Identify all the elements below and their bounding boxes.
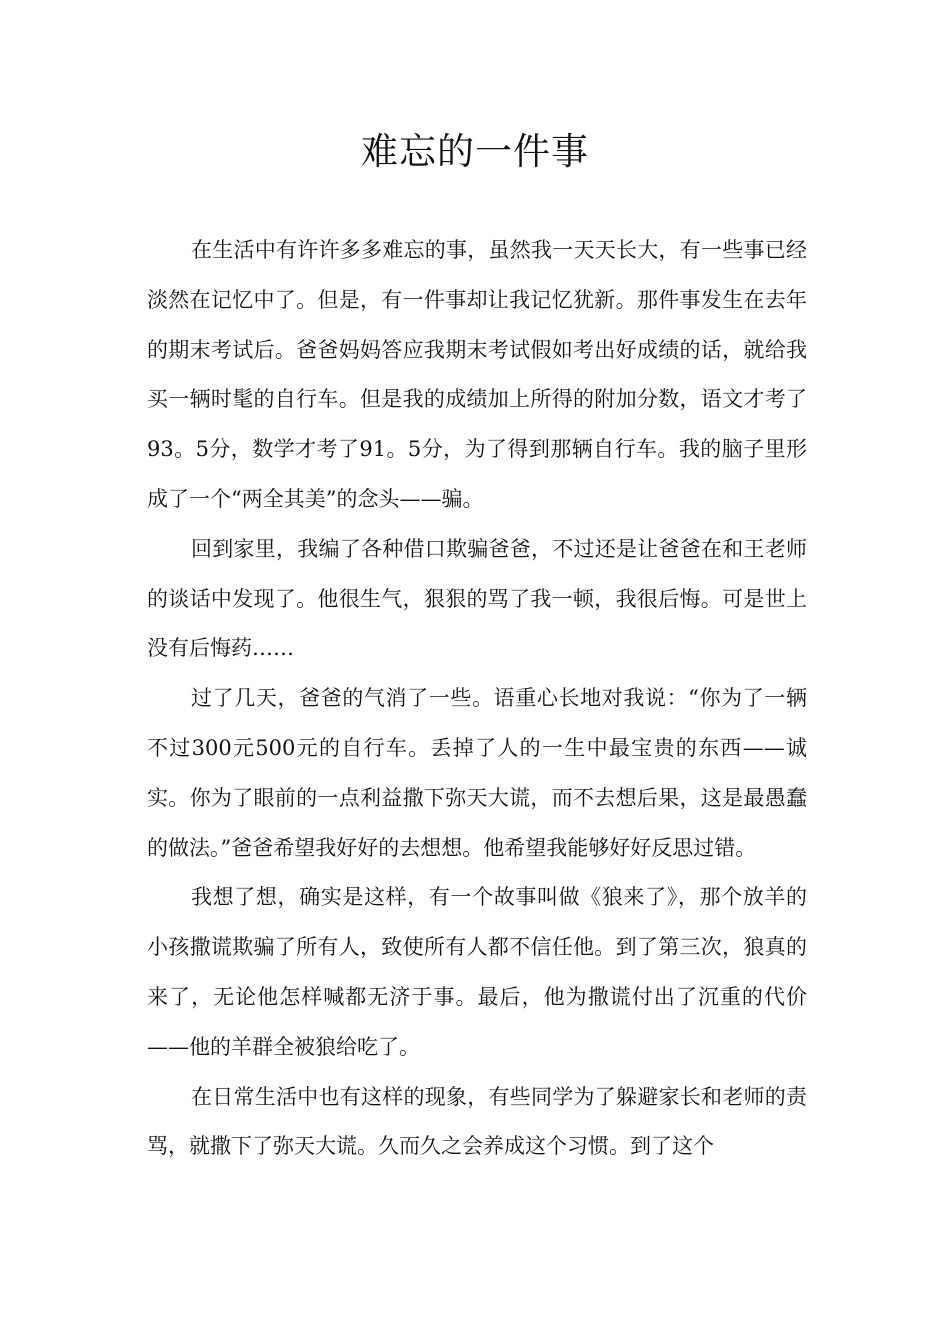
document-title: 难忘的一件事: [361, 130, 589, 173]
paragraph-3: 过了几天，爸爸的气消了一些。语重心长地对我说：“你为了一辆不过300元500元的自行车。丢掉了人的一生中最宝贵的东西——诚实。你为了眼前的一点利益撒下弥天大谎，而不去想后果，这是最愚蠢的做法。”爸爸希望我好好的去想想。他希望我能够好好反思过错。: [147, 686, 807, 860]
paragraph-5: 在日常生活中也有这样的现象，有些同学为了躲避家长和老师的责骂，就撒下了弥天大谎。久而久之会养成这个习惯。到了这个: [147, 1084, 807, 1159]
document-body: [147, 226, 807, 1172]
paragraph-2: 回到家里，我编了各种借口欺骗爸爸，不过还是让爸爸在和王老师的谈话中发现了。他很生气，狠狠的骂了我一顿，我很后悔。可是世上没有后悔药……: [147, 536, 807, 661]
paragraph-1: 在生活中有许许多多难忘的事，虽然我一天天长大，有一些事已经淡然在记忆中了。但是，有一件事却让我记忆犹新。那件事发生在去年的期末考试后。爸爸妈妈答应我期末考试假如考出好成绩的话，就给我买一辆时髦的自行车。但是我的成绩加上所得的附加分数，语文才考了93。5分，数学才考了91。5分，为了得到那辆自行车。我的脑子里形成了一个“两全其美”的念头——骗。: [147, 238, 807, 511]
paragraph-4: 我想了想，确实是这样，有一个故事叫做《狼来了》，那个放羊的小孩撒谎欺骗了所有人，致使所有人都不信任他。到了第三次，狼真的来了，无论他怎样喊都无济于事。最后，他为撒谎付出了沉重的代价——他的羊群全被狼给吃了。: [147, 885, 807, 1059]
